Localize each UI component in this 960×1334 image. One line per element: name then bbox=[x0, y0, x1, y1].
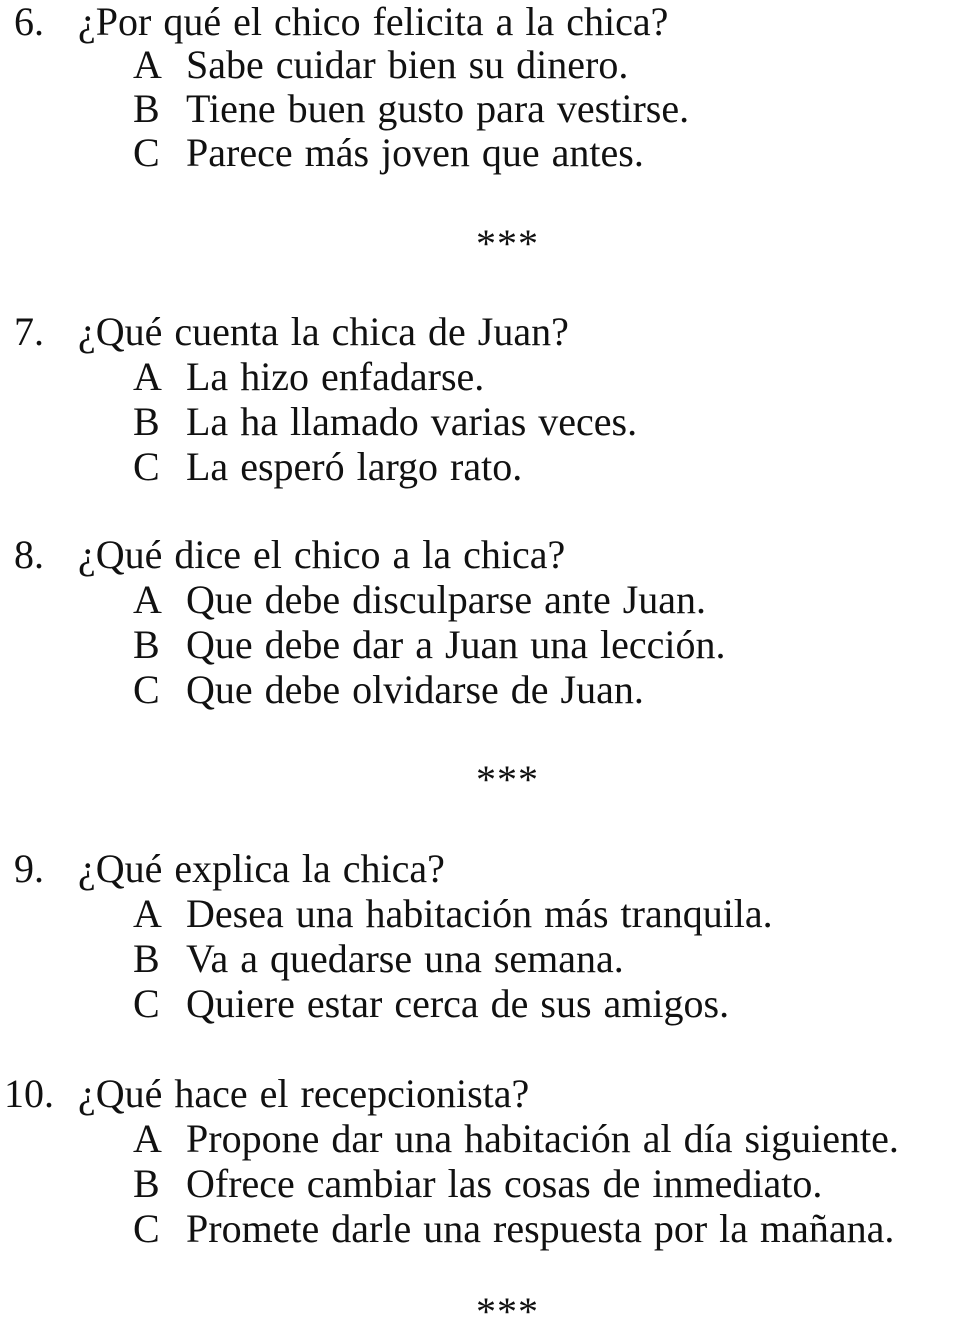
option-letter: C bbox=[133, 130, 160, 175]
option-letter: B bbox=[133, 622, 160, 667]
question-text: ¿Qué cuenta la chica de Juan? bbox=[78, 309, 569, 354]
option-text: Que debe dar a Juan una lección. bbox=[186, 622, 726, 667]
option-letter: C bbox=[133, 1206, 160, 1251]
option-text: Tiene buen gusto para vestirse. bbox=[186, 86, 690, 131]
section-separator: *** bbox=[476, 221, 539, 266]
option-text: Que debe disculparse ante Juan. bbox=[186, 577, 707, 622]
option-letter: B bbox=[133, 399, 160, 444]
option-text: Quiere estar cerca de sus amigos. bbox=[186, 981, 730, 1026]
option-letter: C bbox=[133, 981, 160, 1026]
option-letter: C bbox=[133, 667, 160, 712]
option-text: La esperó largo rato. bbox=[186, 444, 523, 489]
option-text: Va a quedarse una semana. bbox=[186, 936, 624, 981]
question-text: ¿Qué explica la chica? bbox=[78, 846, 445, 891]
option-letter: A bbox=[133, 354, 162, 399]
question-text: ¿Qué dice el chico a la chica? bbox=[78, 532, 566, 577]
question-number: 9. bbox=[14, 846, 44, 891]
option-text: Promete darle una respuesta por la mañana. bbox=[186, 1206, 895, 1251]
option-letter: A bbox=[133, 577, 162, 622]
option-letter: B bbox=[133, 86, 160, 131]
question-number: 8. bbox=[14, 532, 44, 577]
question-number: 7. bbox=[14, 309, 44, 354]
option-letter: B bbox=[133, 1161, 160, 1206]
question-number: 6. bbox=[14, 0, 44, 44]
question-text: ¿Por qué el chico felicita a la chica? bbox=[78, 0, 669, 44]
question-text: ¿Qué hace el recepcionista? bbox=[78, 1071, 530, 1116]
section-separator: *** bbox=[476, 757, 539, 802]
option-text: Parece más joven que antes. bbox=[186, 130, 644, 175]
option-text: Sabe cuidar bien su dinero. bbox=[186, 42, 629, 87]
option-text: Propone dar una habitación al día siguiente. bbox=[186, 1116, 899, 1161]
option-letter: B bbox=[133, 936, 160, 981]
section-separator: *** bbox=[476, 1289, 539, 1334]
option-letter: A bbox=[133, 891, 162, 936]
option-letter: A bbox=[133, 42, 162, 87]
option-letter: C bbox=[133, 444, 160, 489]
option-text: Que debe olvidarse de Juan. bbox=[186, 667, 644, 712]
option-text: La hizo enfadarse. bbox=[186, 354, 485, 399]
option-text: Desea una habitación más tranquila. bbox=[186, 891, 773, 936]
option-text: Ofrece cambiar las cosas de inmediato. bbox=[186, 1161, 823, 1206]
option-letter: A bbox=[133, 1116, 162, 1161]
option-text: La ha llamado varias veces. bbox=[186, 399, 638, 444]
question-number: 10. bbox=[4, 1071, 54, 1116]
